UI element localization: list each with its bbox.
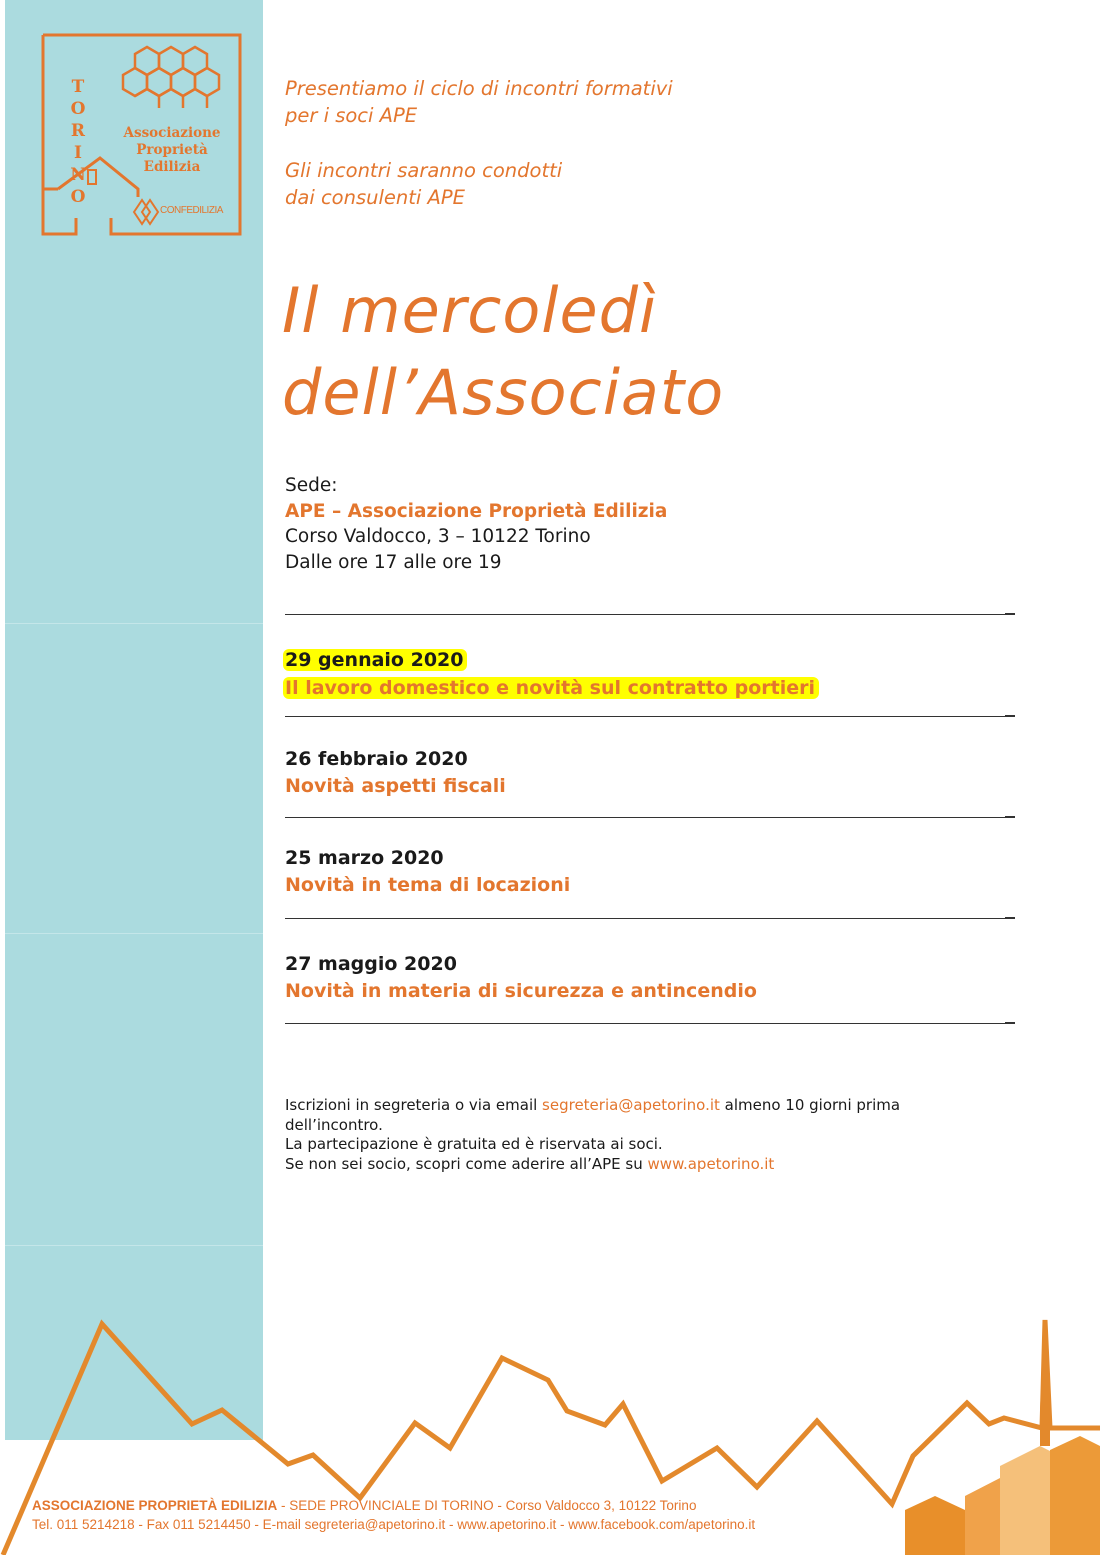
divider bbox=[285, 918, 1015, 919]
event-item bbox=[285, 845, 570, 899]
footer-contacts: Tel. 011 5214218 - Fax 011 5214450 - E-mail segreteria@apetorino.it - www.apetorino.it - www.facebook.com/apetorino.it bbox=[32, 1517, 756, 1532]
logo-city: T O R I N O bbox=[70, 77, 86, 207]
note-text: almeno 10 giorni prima bbox=[719, 1096, 901, 1114]
note-text: dell’incontro. bbox=[285, 1115, 383, 1134]
event-date: 29 gennaio 2020 bbox=[283, 649, 467, 671]
venue-org: APE – Associazione Proprietà Edilizia bbox=[285, 500, 668, 522]
venue-address: Corso Valdocco, 3 – 10122 Torino bbox=[285, 526, 591, 547]
event-date: 26 febbraio 2020 bbox=[285, 748, 468, 770]
note-text: Se non sei socio, scopri come aderire all’APE su bbox=[285, 1154, 648, 1173]
note-text: Iscrizioni in segreteria o via email bbox=[285, 1096, 543, 1114]
registration-notes bbox=[285, 1096, 945, 1174]
event-topic: Novità in tema di locazioni bbox=[285, 874, 571, 896]
website-link[interactable]: www.apetorino.it bbox=[647, 1154, 775, 1173]
event-date: 27 maggio 2020 bbox=[285, 953, 457, 975]
logo-partner: CONFEDILIZIA bbox=[160, 205, 223, 216]
venue-block bbox=[285, 473, 667, 575]
divider bbox=[285, 1023, 1015, 1024]
event-topic: Novità in materia di sicurezza e antincendio bbox=[285, 980, 757, 1002]
divider bbox=[285, 614, 1015, 615]
event-item bbox=[285, 951, 757, 1005]
footer-org: ASSOCIAZIONE PROPRIETÀ EDILIZIA bbox=[32, 1498, 278, 1513]
event-item bbox=[285, 746, 506, 800]
page-title: Il mercoledì dell’Associato bbox=[282, 274, 725, 429]
email-link[interactable]: segreteria@apetorino.it bbox=[542, 1096, 720, 1114]
intro-cycle: Presentiamo il ciclo di incontri formativi per i soci APE bbox=[285, 77, 673, 127]
intro-consultants: Gli incontri saranno condotti dai consulenti APE bbox=[285, 159, 563, 209]
sidebar-divider bbox=[5, 623, 263, 624]
note-text: La partecipazione è gratuita ed è riservata ai soci. bbox=[285, 1135, 663, 1153]
event-topic: Il lavoro domestico e novità sul contratto portieri bbox=[283, 677, 819, 699]
divider bbox=[285, 716, 1015, 717]
sidebar-divider bbox=[5, 1245, 263, 1246]
footer-address bbox=[32, 1497, 696, 1514]
divider bbox=[285, 817, 1015, 818]
ape-logo bbox=[38, 32, 242, 236]
footer-address-text: - SEDE PROVINCIALE DI TORINO - Corso Valdocco 3, 10122 Torino bbox=[277, 1498, 697, 1513]
venue-label: Sede: bbox=[285, 475, 338, 496]
event-date: 25 marzo 2020 bbox=[285, 847, 444, 869]
logo-assoc-name: Associazione Proprietà Edilizia bbox=[123, 125, 221, 175]
sidebar-divider bbox=[5, 933, 263, 934]
event-topic: Novità aspetti fiscali bbox=[285, 775, 506, 797]
venue-hours: Dalle ore 17 alle ore 19 bbox=[285, 551, 502, 573]
event-item bbox=[285, 647, 819, 702]
